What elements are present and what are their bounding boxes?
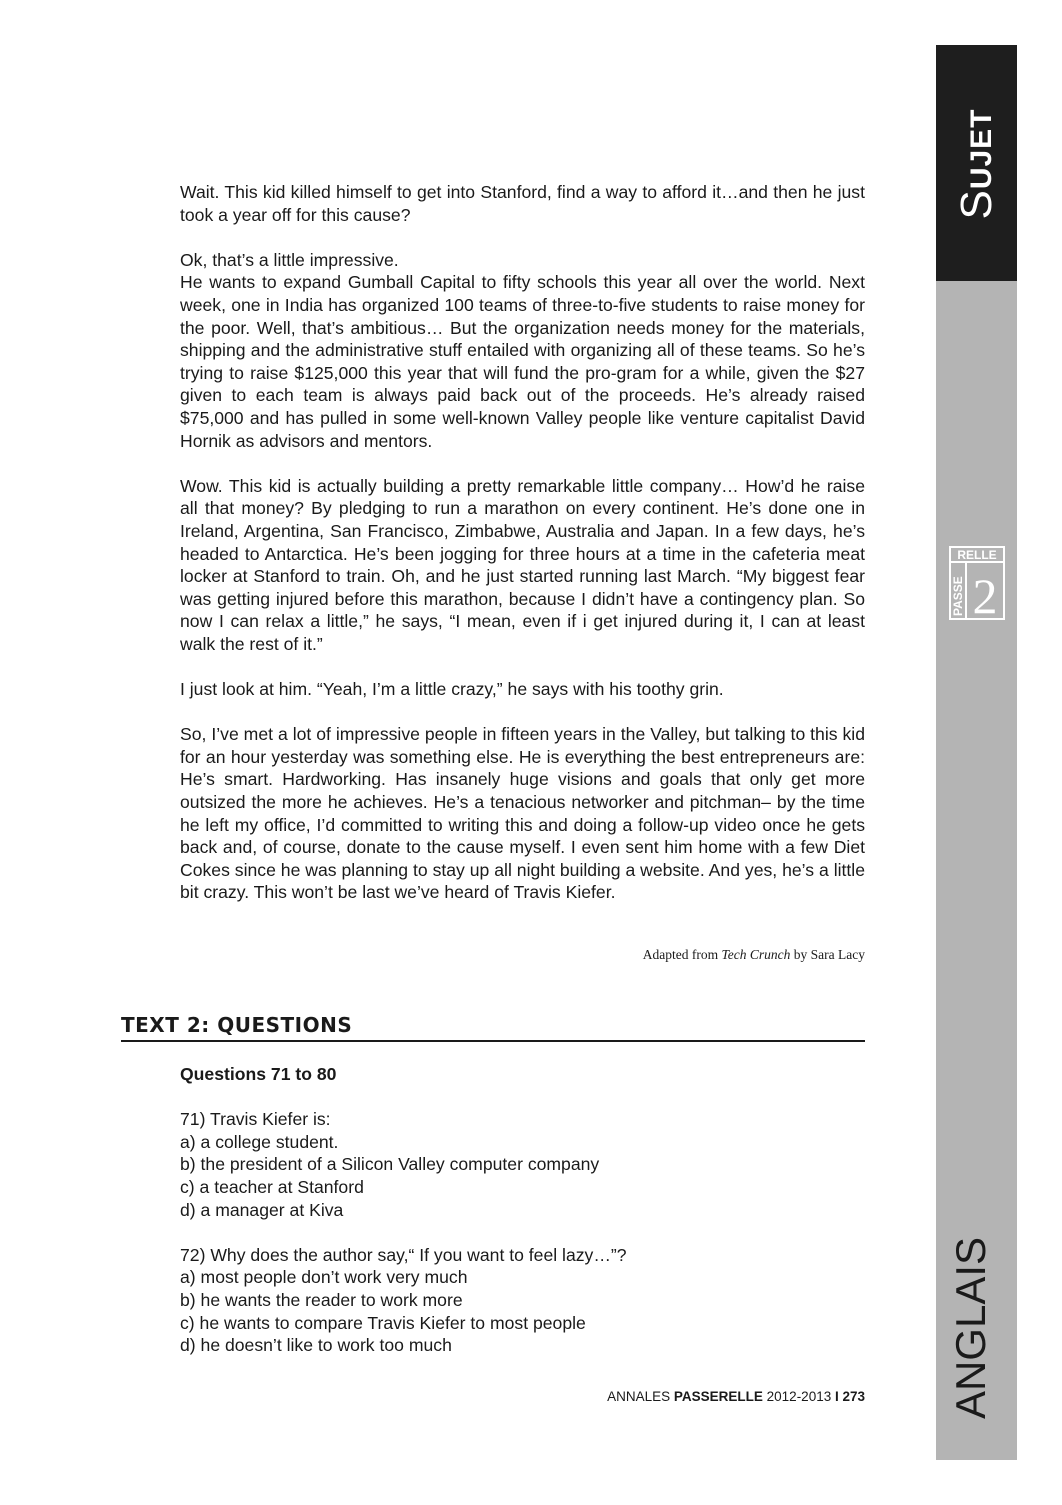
subject-label: ANGLAIS bbox=[947, 1236, 994, 1420]
question-71-option: a) a college student. bbox=[180, 1131, 339, 1152]
question-72-prompt: 72) Why does the author say,“ If you want to feel lazy…”? bbox=[180, 1244, 627, 1265]
passerelle-2-logo bbox=[949, 546, 1005, 620]
footer-prefix: ANNALES bbox=[607, 1389, 674, 1404]
article-paragraph: Ok, that’s a little impressive. bbox=[180, 249, 399, 270]
page-footer bbox=[607, 1389, 865, 1404]
question-72-option: d) he doesn’t like to work too much bbox=[180, 1335, 452, 1356]
footer-years: 2012-2013 bbox=[762, 1389, 835, 1404]
section-label-first-letter: S bbox=[952, 189, 1001, 220]
article-paragraph: So, I’ve met a lot of impressive people in fifteen years in the Valley, but talking to this kid for an hour yesterday was something else. He is everything the best entrepreneurs are: He’s smart. Hardworking. Has insanely huge visions and goals that only get more outsized the more he achieves. He’s a tenacious networker and pitchman– by the time he left my office, I’d committed to writing this and doing a follow-up video once he gets back and, of course, donate to the cause myself. I even sent him home with a few Diet Cokes since he was planning to stay up all night building a website. And yes, he’s a little bit crazy. This won’t be last we’ve heard of Travis Kiefer. bbox=[180, 724, 865, 903]
source-author: by Sara Lacy bbox=[790, 947, 865, 962]
source-prefix: Adapted from bbox=[642, 947, 722, 962]
source-title: Tech Crunch bbox=[721, 947, 791, 962]
article-body bbox=[180, 181, 865, 904]
article-paragraph: I just look at him. “Yeah, I’m a little crazy,” he says with his toothy grin. bbox=[180, 679, 724, 700]
questions-block bbox=[180, 1063, 865, 1357]
logo-side-text: PASSE bbox=[951, 576, 965, 616]
page-number: I 273 bbox=[834, 1389, 865, 1404]
question-72-option: a) most people don’t work very much bbox=[180, 1267, 468, 1288]
question-72-option: b) he wants the reader to work more bbox=[180, 1289, 463, 1310]
article-paragraph: He wants to expand Gumball Capital to fifty schools this year all over the world. Next week, one in India has organized 100 teams of three-to-five students to raise money for the poor. Well, that’s ambitious… But the organization needs money for the materials, shipping and the administrative stuff entailed with organizing all of these teams. So he’s trying to raise $125,000 this year that will fund the pro-gram for a while, given the $27 given to each team is always paid back out of the proceeds. He’s already raised $75,000 and has pulled in some well-known Valley people like venture capitalist David Hornik as advisors and mentors. bbox=[180, 272, 865, 451]
question-71-option: c) a teacher at Stanford bbox=[180, 1176, 364, 1197]
question-72-option: c) he wants to compare Travis Kiefer to most people bbox=[180, 1312, 586, 1333]
section-label-rest: UJET bbox=[965, 108, 998, 190]
logo-number: 2 bbox=[972, 568, 998, 620]
section-label bbox=[952, 94, 1002, 234]
question-71-prompt: 71) Travis Kiefer is: bbox=[180, 1109, 331, 1130]
question-71-option: b) the president of a Silicon Valley computer company bbox=[180, 1154, 600, 1175]
logo-top-text: RELLE bbox=[957, 548, 997, 562]
question-71-option: d) a manager at Kiva bbox=[180, 1199, 344, 1220]
article-source bbox=[480, 947, 865, 963]
article-paragraph: Wow. This kid is actually building a pretty remarkable little company… How’d he raise all that money? By pledging to run a marathon on every continent. He’s done one in Ireland, Argentina, San Francisco, Zimbabwe, Australia and Japan. In a few days, he’s headed to Antarctica. He’s been jogging for three hours at a time in the cafeteria meat locker at Stanford to train. Oh, and he just started running last March. “My biggest fear was getting injured before this marathon, because I didn’t have a contingency plan. So now I can relax a little,” he says, “I mean, even if i get injured during it, I can at least walk the rest of it.” bbox=[180, 475, 865, 654]
footer-brand: PASSERELLE bbox=[673, 1389, 763, 1404]
article-paragraph: Wait. This kid killed himself to get into Stanford, find a way to afford it…and then he just took a year off for this cause? bbox=[180, 182, 865, 225]
questions-range: Questions 71 to 80 bbox=[180, 1064, 337, 1084]
section-heading: TEXT 2: QUESTIONS bbox=[121, 1013, 865, 1042]
